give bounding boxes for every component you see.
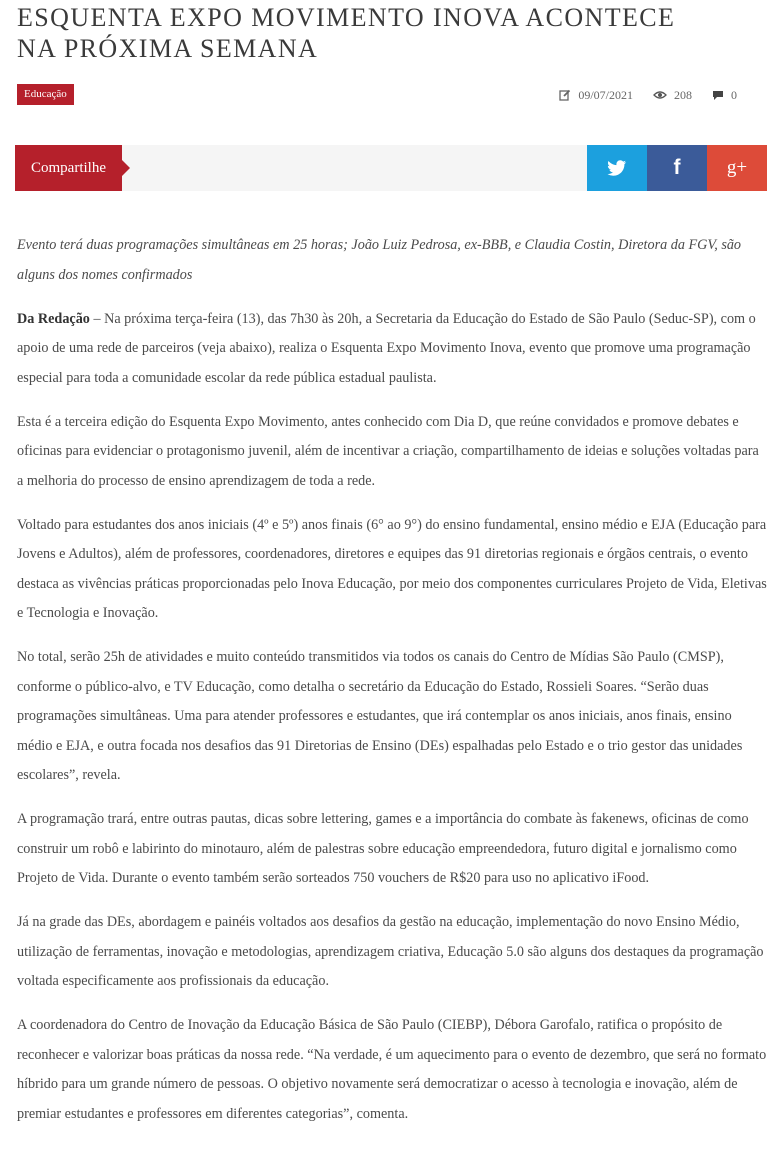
comment-count: 0 xyxy=(731,87,737,102)
article-title xyxy=(17,2,767,64)
paragraph-7: A coordenadora do Centro de Inovação da Educação Básica de São Paulo (CIEBP), Débora Garofalo, ratifica o propósito de reconhecer e valorizar boas práticas da nossa rede. “Na verdade, é um aquecimento para o evento de dezembro, que será no formato híbrido para um grande número de pessoas. O objetivo novamente será democratizar o acesso à tecnologia e inovação, além de premiar estudantes e professores em diferentes categorias”, comenta. xyxy=(17,1017,767,1122)
comment-icon xyxy=(712,90,724,101)
twitter-share-button[interactable] xyxy=(587,145,647,191)
article-body xyxy=(17,231,767,1144)
article-title-line1: ESQUENTA EXPO MOVIMENTO INOVA ACONTECE xyxy=(17,3,676,32)
share-label: Compartilhe xyxy=(15,145,122,191)
share-bar xyxy=(15,145,767,191)
facebook-f-icon: f xyxy=(673,156,681,179)
date-meta xyxy=(559,88,633,103)
article-date: 09/07/2021 xyxy=(578,87,633,102)
facebook-share-button[interactable] xyxy=(647,145,707,191)
view-count: 208 xyxy=(674,87,692,102)
google-plus-share-button[interactable] xyxy=(707,145,767,191)
views-meta xyxy=(653,88,692,103)
edit-icon xyxy=(559,89,571,101)
comments-meta[interactable] xyxy=(712,88,737,103)
twitter-bird-icon xyxy=(607,160,627,176)
paragraph-6: Já na grade das DEs, abordagem e painéis voltados aos desafios da gestão na educação, implementação do novo Ensino Médio, utilização de ferramentas, inovação e metodologias, aprendizagem criativa, Educação 5.0 são alguns dos destaques da programação voltada especificamente aos profissionais da educação. xyxy=(17,914,764,989)
paragraph-1 xyxy=(17,305,767,394)
paragraph-5: A programação trará, entre outras pautas, dicas sobre lettering, games e a importância do combate às fakenews, oficinas de como construir um robô e labirinto do minotauro, além de palestras sobre educação empreendedora, futuro digital e jornalismo como Projeto de Vida. Durante o evento também serão sorteados 750 vouchers de R$20 para uso no aplicativo iFood. xyxy=(17,811,749,886)
byline: Da Redação xyxy=(17,310,90,327)
paragraph-3: Voltado para estudantes dos anos iniciais (4º e 5º) anos finais (6° ao 9°) do ensino fundamental, ensino médio e EJA (Educação para Jovens e Adultos), além de professores, coordenadores, diretores e equipes das 91 diretorias regionais e órgãos centrais, o evento destaca as vivências práticas proporcionadas pelo Inova Educação, por meio dos componentes curriculares Projeto de Vida, Eletivas e Tecnologia e Inovação. xyxy=(17,516,767,621)
article-title-line2: NA PRÓXIMA SEMANA xyxy=(17,34,319,63)
paragraph-1-text: – Na próxima terça-feira (13), das 7h30 às 20h, a Secretaria da Educação do Estado de São Paulo (Seduc-SP), com o apoio de uma rede de parceiros (veja abaixo), realiza o Esquenta Expo Movimento Inova, evento que promove uma programação especial para toda a comunidade escolar da rede pública estadual paulista. xyxy=(17,310,756,386)
article-meta xyxy=(539,86,737,104)
category-badge[interactable]: Educação xyxy=(17,84,74,105)
paragraph-2: Esta é a terceira edição do Esquenta Expo Movimento, antes conhecido com Dia D, que reúne convidados e promove debates e oficinas para evidenciar o protagonismo juvenil, além de incentivar a criação, compartilhamento de ideias e soluções voltadas para a melhoria do processo de ensino aprendizagem de toda a rede. xyxy=(17,413,759,489)
google-plus-icon: g+ xyxy=(726,157,748,178)
paragraph-4: No total, serão 25h de atividades e muito conteúdo transmitidos via todos os canais do Centro de Mídias São Paulo (CMSP), conforme o público-alvo, e TV Educação, como detalha o secretário da Educação do Estado, Rossieli Soares. “Serão duas programações simultâneas. Uma para atender professores e estudantes, que irá contemplar os anos iniciais, anos finais, ensino médio e EJA, e outra focada nos desafios das 91 Diretorias de Ensino (DEs) espalhadas pelo Estado e o trio gestor das unidades escolares”, revela. xyxy=(17,649,743,783)
eye-icon xyxy=(653,90,667,100)
article-lead: Evento terá duas programações simultâneas em 25 horas; João Luiz Pedrosa, ex-BBB, e Claudia Costin, Diretora da FGV, são alguns dos nomes confirmados xyxy=(17,237,742,283)
